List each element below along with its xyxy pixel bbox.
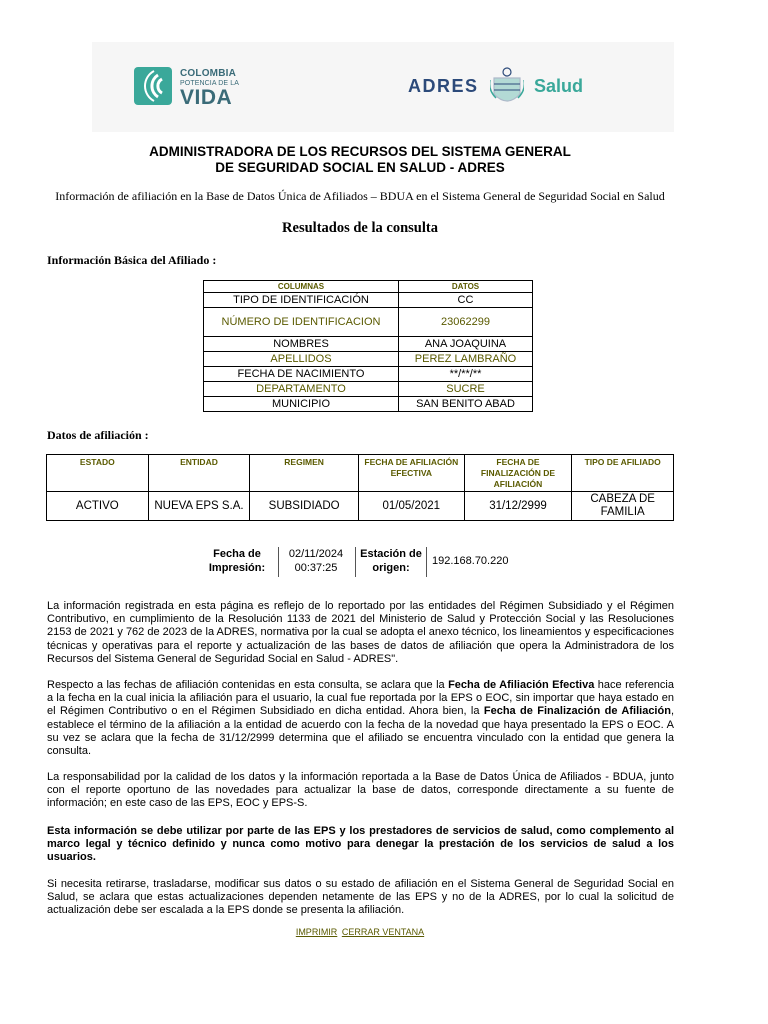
station-label: Estación de origen:	[360, 548, 422, 574]
print-info	[204, 545, 534, 577]
fecha-finalizacion-header: FECHA DE FINALIZACIÓN DE AFILIACIÓN	[464, 455, 572, 492]
field-label: APELLIDOS	[204, 352, 399, 367]
affiliation-header-row	[47, 455, 674, 492]
paragraph-text: , establece el término de la afiliación a la entidad de acuerdo con la fecha de la novedad que haya presentado la EPS o EOC. A su vez se aclara que la fecha de 31/12/2999 determina que el afiliado se encuentra vinculado con la entidad que genera la consulta.	[47, 705, 674, 758]
paragraph-text: hace referencia a la fecha en la cual inicia la afiliación para el usuario, la cual fue reportada por la EPS o EOC, sin importar que haya estado en el Régimen Contributivo o en el Régimen Subsidiado en dicha entidad. Ahora bien, la	[47, 679, 674, 718]
table-row	[204, 382, 533, 397]
adres-salud-logo	[408, 64, 588, 110]
colombia-logo	[134, 64, 254, 114]
colombia-text: COLOMBIA	[180, 68, 237, 79]
results-title: Resultados de la consulta	[282, 220, 438, 236]
field-label: NOMBRES	[204, 337, 399, 352]
print-link[interactable]: IMPRIMIR	[295, 927, 338, 937]
fecha-finalizacion-cell: 31/12/2999	[464, 492, 572, 521]
entidad-header: ENTIDAD	[148, 455, 250, 492]
paragraph-dates	[47, 679, 674, 758]
field-value: CC	[399, 293, 533, 308]
field-label: MUNICIPIO	[204, 397, 399, 412]
tipo-afiliado-header: TIPO DE AFILIADO	[572, 455, 674, 492]
vida-text: VIDA	[180, 86, 233, 109]
print-time-value: 00:37:25	[294, 562, 338, 574]
paragraph-updates: Si necesita retirarse, trasladarse, modificar sus datos o su estado de afiliación en el Sistema General de Seguridad Social en Salud, se aclara que estas actualizaciones dependen netamente de las EPS y no de la ADRES, por lo cual la solicitud de actualización debe ser escalada a la EPS donde se presenta la afiliación.	[47, 878, 674, 917]
data-header: DATOS	[399, 281, 533, 293]
divider	[278, 547, 279, 577]
page-subtitle: Información de afiliación en la Base de Datos Única de Afiliados – BDUA en el Sistema General de Seguridad Social en Salud	[55, 189, 665, 203]
tipo-afiliado-cell: CABEZA DE FAMILIA	[572, 492, 674, 521]
paragraph-responsibility: La responsabilidad por la calidad de los datos y la información reportada a la Base de Datos Única de Afiliados - BDUA, junto con el reporte oportuno de las novedades para actualizar la base de datos, corresponde directamente a su fuente de información; en este caso de las EPS, EOC y EPS-S.	[47, 771, 674, 810]
field-label: TIPO DE IDENTIFICACIÓN	[204, 293, 399, 308]
page-title-line1: ADMINISTRADORA DE LOS RECURSOS DEL SISTEMA GENERAL	[149, 144, 571, 159]
field-value: SUCRE	[399, 382, 533, 397]
header-banner	[92, 42, 674, 132]
potencia-text: POTENCIA DE LA	[180, 80, 239, 87]
table-row	[204, 293, 533, 308]
entidad-cell: NUEVA EPS S.A.	[148, 492, 250, 521]
regimen-cell: SUBSIDIADO	[250, 492, 359, 521]
footer-links	[0, 927, 720, 937]
table-row	[204, 308, 533, 337]
print-date-label: Fecha de Impresión:	[208, 548, 266, 574]
affiliation-table	[46, 454, 674, 521]
colombia-waves-icon	[134, 67, 172, 105]
field-value: ANA JOAQUINA	[399, 337, 533, 352]
table-row	[204, 367, 533, 382]
affiliation-label: Datos de afiliación :	[47, 428, 149, 442]
field-value: PEREZ LAMBRAÑO	[399, 352, 533, 367]
print-date-value: 02/11/2024	[288, 548, 344, 560]
coat-of-arms-icon	[490, 66, 524, 110]
paragraph-legal: La información registrada en esta página es reflejo de lo reportado por las entidades del Régimen Subsidiado y el Régimen Contributivo, en cumplimiento de la Resolución 1133 de 2021 del Ministerio de Salud y Protección Social y las Resoluciones 2153 de 2021 y 762 de 2023 de la ADRES, normativa por la cual se adopta el anexo técnico, los lineamientos y especificaciones técnicas y operativas para el reporte y actualización de las bases de datos de afiliación que opera la Administradora de los Recursos del Sistema General de Seguridad Social en Salud - ADRES".	[47, 600, 674, 665]
adres-wordmark: ADRES	[408, 76, 479, 96]
station-value: 192.168.70.220	[432, 555, 509, 567]
field-value: 23062299	[399, 308, 533, 337]
fecha-afiliacion-cell: 01/05/2021	[358, 492, 464, 521]
paragraph-text: Respecto a las fechas de afiliación contenidas en esta consulta, se aclara que la	[47, 679, 449, 691]
close-window-link[interactable]: CERRAR VENTANA	[341, 927, 425, 937]
basic-info-label: Información Básica del Afiliado :	[47, 253, 217, 267]
paragraph-bold: Fecha de Afiliación Efectiva	[448, 679, 595, 691]
field-label: FECHA DE NACIMIENTO	[204, 367, 399, 382]
estado-cell: ACTIVO	[47, 492, 149, 521]
field-value: **/**/**	[399, 367, 533, 382]
table-row	[47, 492, 674, 521]
table-row	[204, 337, 533, 352]
basic-info-table	[203, 280, 533, 412]
regimen-header: REGIMEN	[250, 455, 359, 492]
page-title-line2: DE SEGURIDAD SOCIAL EN SALUD - ADRES	[215, 160, 505, 175]
fecha-afiliacion-header: FECHA DE AFILIACIÓN EFECTIVA	[358, 455, 464, 492]
field-value: SAN BENITO ABAD	[399, 397, 533, 412]
paragraph-usage: Esta información se debe utilizar por parte de las EPS y los prestadores de servicios de salud, como complemento al marco legal y técnico definido y nunca como motivo para denegar la prestación de los servicios de salud a los usuarios.	[47, 825, 674, 864]
field-label: NÚMERO DE IDENTIFICACION	[204, 308, 399, 337]
paragraph-bold: Fecha de Finalización de Afiliación	[483, 705, 671, 718]
divider	[426, 547, 427, 577]
estado-header: ESTADO	[47, 455, 149, 492]
field-label: DEPARTAMENTO	[204, 382, 399, 397]
table-row	[204, 397, 533, 412]
columns-header: COLUMNAS	[204, 281, 399, 293]
basic-info-header-row	[204, 281, 533, 293]
table-row	[204, 352, 533, 367]
salud-wordmark: Salud	[534, 76, 584, 96]
